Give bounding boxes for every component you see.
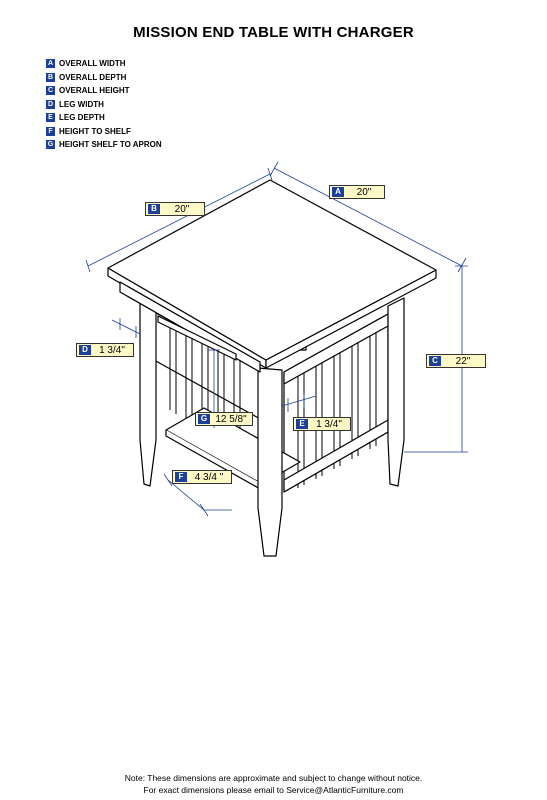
dimension-f-line: [168, 480, 232, 510]
legend-letter-badge: A: [47, 60, 54, 67]
callout-letter-badge: E: [296, 419, 308, 429]
callout-b: [145, 202, 205, 216]
callout-value: 4 3/4 ": [194, 471, 224, 483]
callout-letter-badge: C: [429, 356, 441, 366]
callout-f: [172, 470, 232, 484]
callout-letter-badge: F: [175, 472, 187, 482]
callout-letter-badge: A: [332, 187, 344, 197]
legend-letter-badge: C: [47, 87, 54, 94]
callout-value: 20": [174, 203, 190, 215]
left-leg: [140, 296, 156, 486]
legend-letter-badge: D: [47, 100, 54, 108]
legend-label: OVERALL DEPTH: [59, 72, 127, 82]
callout-letter-badge: B: [148, 204, 160, 214]
legend-letter-badge: G: [47, 141, 54, 148]
legend-letter-badge: F: [46, 127, 55, 136]
callout-value: 1 3/4": [316, 418, 342, 430]
callout-letter-badge: G: [198, 414, 210, 424]
right-leg: [388, 298, 404, 486]
disclaimer-note: [0, 772, 547, 796]
callout-value: 1 3/4": [99, 344, 125, 356]
callout-value: 20": [356, 186, 372, 198]
callout-letter-badge: D: [79, 345, 91, 355]
legend-label: HEIGHT TO SHELF: [59, 126, 131, 136]
callout-value: 22": [455, 355, 471, 367]
legend-label: OVERALL HEIGHT: [59, 86, 130, 95]
callout-g: [195, 412, 253, 426]
callout-e: [293, 417, 351, 431]
legend-label: HEIGHT SHELF TO APRON: [59, 140, 162, 149]
table-outline: [108, 180, 436, 556]
front-leg: [258, 368, 282, 556]
callout-c: [426, 354, 486, 368]
note-line: For exact dimensions please email to Service@AtlanticFurniture.com: [143, 785, 404, 795]
legend-label: OVERALL WIDTH: [59, 59, 126, 68]
callout-a: [329, 185, 385, 199]
callout-d: [76, 343, 134, 357]
legend-letter-badge: B: [47, 73, 54, 81]
note-line: Note: These dimensions are approximate and subject to change without notice.: [124, 773, 423, 783]
page-title: MISSION END TABLE WITH CHARGER: [133, 24, 414, 41]
legend-letter-badge: E: [46, 113, 55, 122]
callout-value: 12 5/8": [215, 413, 247, 425]
legend-label: LEG DEPTH: [59, 113, 105, 122]
legend-label: LEG WIDTH: [59, 99, 104, 109]
